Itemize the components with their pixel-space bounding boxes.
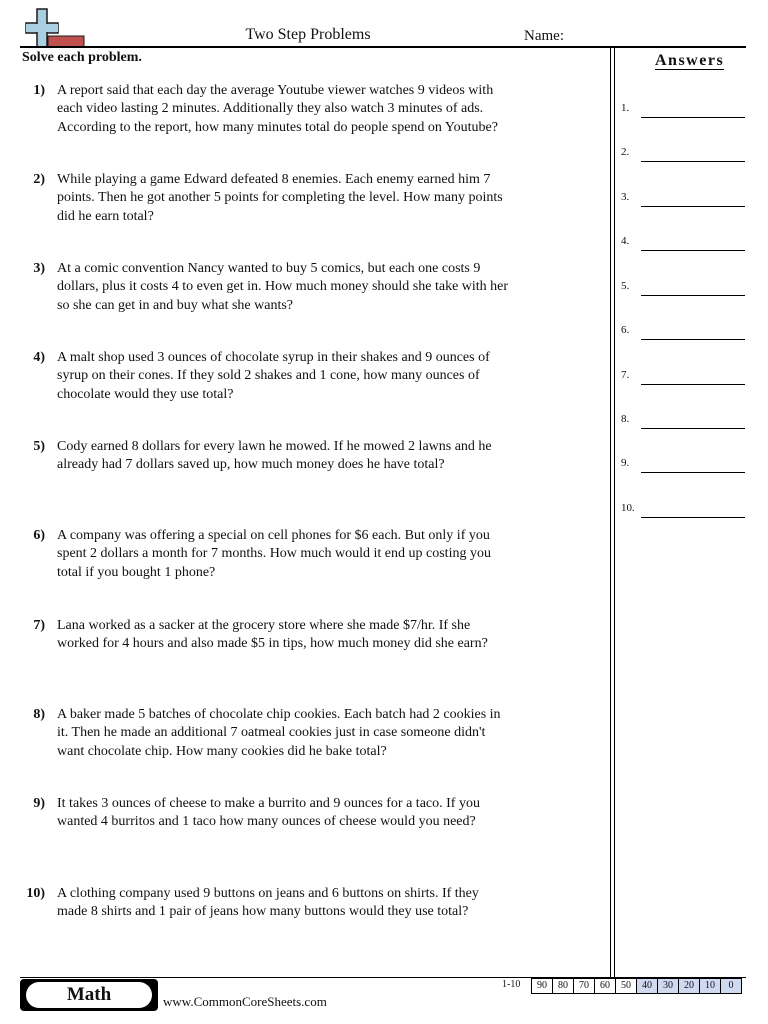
score-cell: 40	[636, 979, 657, 993]
answer-line-1[interactable]	[621, 100, 745, 118]
problem-number: 9)	[33, 796, 45, 811]
answer-line-6[interactable]	[621, 322, 745, 340]
score-cell: 10	[699, 979, 720, 993]
answer-blank	[641, 428, 745, 429]
answer-number: 1.	[621, 102, 630, 114]
answer-blank	[641, 384, 745, 385]
answer-blank	[641, 206, 745, 207]
problem-number: 7)	[33, 618, 45, 633]
problem-text: A company was offering a special on cell phones for $6 each. But only if you spent 2 dollars a month for 7 months. How much would it end up costing you total if you bought 1 phone?	[57, 528, 491, 580]
answer-number: 8.	[621, 413, 630, 425]
answer-line-10[interactable]	[621, 500, 745, 518]
score-table	[531, 978, 742, 994]
problem-text: A baker made 5 batches of chocolate chip cookies. Each batch had 2 cookies in it. Then he made an additional 7 oatmeal cookies just in case someone didn't want chocolate chip. How many cookies did he bake total?	[57, 707, 501, 759]
answer-number: 10.	[621, 502, 635, 514]
problem-number: 1)	[33, 83, 45, 98]
score-cell: 70	[573, 979, 594, 993]
score-cell: 80	[552, 979, 573, 993]
score-cell: 20	[678, 979, 699, 993]
answer-number: 2.	[621, 146, 630, 158]
header-divider	[20, 46, 746, 48]
answer-number: 6.	[621, 324, 630, 336]
score-cell: 30	[657, 979, 678, 993]
answer-blank	[641, 472, 745, 473]
answer-line-7[interactable]	[621, 367, 745, 385]
score-cell: 50	[615, 979, 636, 993]
problem-number: 10)	[26, 886, 45, 901]
answer-line-8[interactable]	[621, 411, 745, 429]
problem-text: While playing a game Edward defeated 8 enemies. Each enemy earned him 7 points. Then he got another 5 points for completing the level. How many points did he earn total?	[57, 172, 503, 224]
answer-blank	[641, 517, 745, 518]
answer-number: 4.	[621, 235, 630, 247]
problem-number: 2)	[33, 172, 45, 187]
answer-number: 9.	[621, 457, 630, 469]
answer-line-2[interactable]	[621, 144, 745, 162]
answer-line-4[interactable]	[621, 233, 745, 251]
score-cell: 60	[594, 979, 615, 993]
answer-blank	[641, 161, 745, 162]
problem-text: It takes 3 ounces of cheese to make a burrito and 9 ounces for a taco. If you wanted 4 burritos and 1 taco how many ounces of cheese would you need?	[57, 796, 480, 830]
answers-heading: Answers	[655, 52, 725, 69]
problem-number: 3)	[33, 261, 45, 276]
problem-number: 6)	[33, 528, 45, 543]
column-divider-left	[610, 48, 611, 977]
answer-blank	[641, 339, 745, 340]
problem-text: A clothing company used 9 buttons on jeans and 6 buttons on shirts. If they made 8 shirts and 1 pair of jeans how many buttons would they use total?	[57, 886, 479, 920]
website-link[interactable]: www.CommonCoreSheets.com	[163, 994, 327, 1009]
answer-blank	[641, 295, 745, 296]
plus-logo-icon	[22, 7, 88, 49]
answer-line-5[interactable]	[621, 278, 745, 296]
instructions: Solve each problem.	[22, 50, 142, 65]
subject-label: Math	[26, 982, 152, 1008]
answer-blank	[641, 250, 745, 251]
page-title: Two Step Problems	[245, 26, 371, 43]
problem-number: 4)	[33, 350, 45, 365]
answer-line-9[interactable]	[621, 455, 745, 473]
answer-blank	[641, 117, 745, 118]
answer-number: 5.	[621, 280, 630, 292]
score-cell: 90	[537, 980, 547, 991]
problem-text: At a comic convention Nancy wanted to buy 5 comics, but each one costs 9 dollars, plus it costs 4 to even get in. How much money should she take with her so she can get in and buy what she wants?	[57, 261, 509, 313]
score-range-label: 1-10	[502, 979, 521, 990]
name-label: Name:	[524, 28, 564, 44]
subject-badge	[20, 979, 158, 1011]
problem-number: 5)	[33, 439, 45, 454]
score-cell: 0	[720, 979, 741, 993]
problem-text: Cody earned 8 dollars for every lawn he mowed. If he mowed 2 lawns and he already had 7 dollars saved up, how much money does he have total?	[57, 439, 492, 473]
answer-number: 7.	[621, 369, 630, 381]
answer-line-3[interactable]	[621, 189, 745, 207]
problem-text: A malt shop used 3 ounces of chocolate syrup in their shakes and 9 ounces of syrup on their cones. If they sold 2 shakes and 1 cone, how many ounces of chocolate would they use total?	[57, 350, 490, 402]
column-divider-right	[614, 48, 615, 977]
problem-number: 8)	[33, 707, 45, 722]
problem-text: Lana worked as a sacker at the grocery store where she made $7/hr. If she worked for 4 hours and also made $5 in tips, how much money did she earn?	[57, 618, 488, 652]
answer-number: 3.	[621, 191, 630, 203]
problem-text: A report said that each day the average Youtube viewer watches 9 videos with each video lasting 2 minutes. Additionally they also watch 3 minutes of ads. According to the report, how many minutes total do people spend on Youtube?	[57, 83, 498, 135]
